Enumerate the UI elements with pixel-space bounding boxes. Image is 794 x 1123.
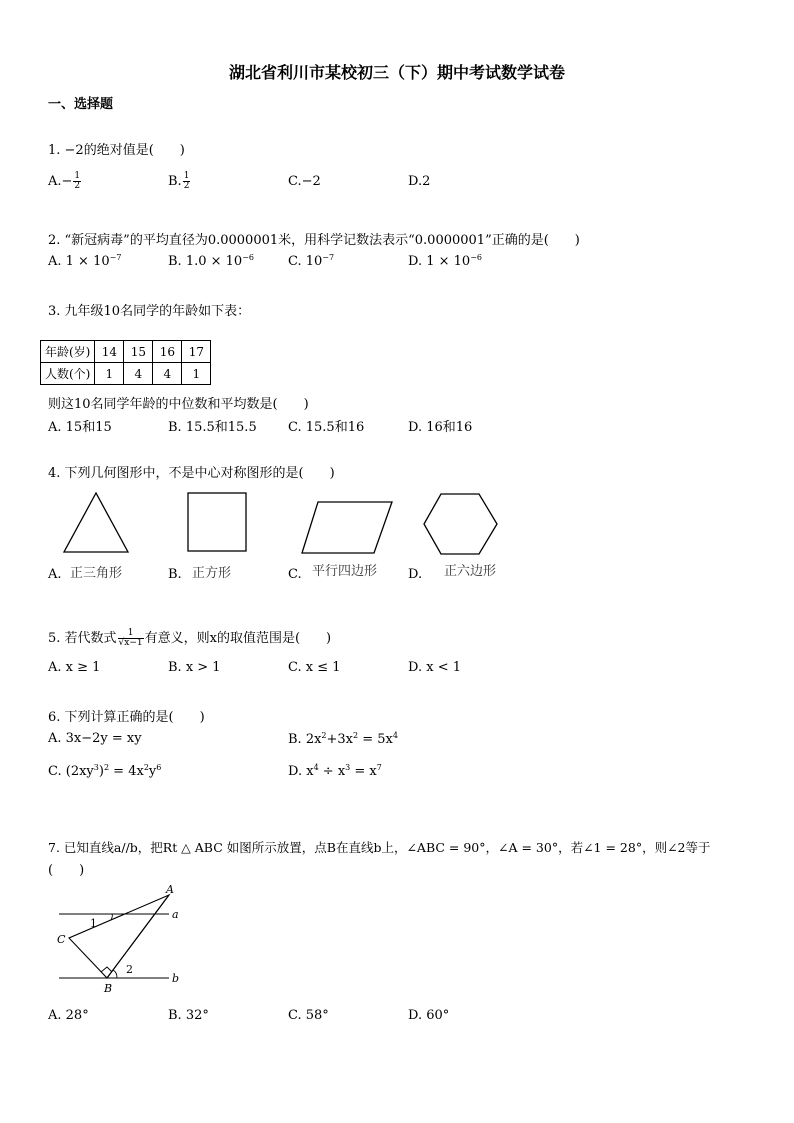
table-cell: 1: [95, 363, 124, 385]
fraction: $\frac{1}{2}$: [183, 171, 190, 191]
question-3-option-d: D. 16和16: [408, 420, 473, 435]
question-5-option-c: C. x ≤ 1: [288, 660, 341, 675]
age-table: [40, 340, 211, 385]
table-cell: 14: [95, 341, 124, 363]
shape-label-parallelogram: 平行四边形: [312, 564, 378, 579]
table-cell: 15: [124, 341, 153, 363]
question-3-option-b: B. 15.5和15.5: [168, 420, 257, 435]
section-heading: 一、选择题: [48, 97, 114, 112]
question-4-option-b: B.: [168, 567, 182, 582]
question-5-option-a: A. x ≥ 1: [48, 660, 101, 675]
point-label-a: A: [166, 883, 174, 896]
question-1-option-c: C.−2: [288, 174, 321, 189]
question-5-option-d: D. x < 1: [408, 660, 461, 675]
shape-label-triangle: 正三角形: [70, 566, 123, 581]
question-2-stem: 2. “新冠病毒”的平均直径为0.0000001米，用科学记数法表示“0.0000001”正确的是( ): [48, 233, 580, 248]
question-2-option-b: B. $1.0 \times 10^{-6}$: [168, 253, 254, 269]
page-title: 湖北省利川市某校初三（下）期中考试数学试卷: [228, 63, 565, 82]
question-6-option-b: B. $2x^2+3x^2 = 5x^4$: [288, 731, 398, 747]
shape-label-square: 正方形: [192, 566, 232, 581]
question-3-option-a: A. 15和15: [48, 420, 112, 435]
square-figure: [184, 490, 250, 556]
question-7-stem: 7. 已知直线a//b，把Rt △ ABC 如图所示放置，点B在直线b上，∠ABC = 90°，∠A = 30°，若∠1 = 28°，则∠2等于: [48, 840, 711, 855]
angle-label-1: 1: [90, 917, 97, 930]
question-6-option-a: A. 3x−2y = xy: [48, 731, 142, 746]
question-4-stem: 4. 下列几何图形中，不是中心对称图形的是( ): [48, 466, 335, 481]
point-label-b: B: [104, 982, 113, 995]
table-cell: 4: [153, 363, 182, 385]
equilateral-triangle-figure: [60, 490, 132, 556]
question-2-option-c: C. $10^{-7}$: [288, 253, 335, 269]
table-row: [41, 341, 211, 363]
question-7-option-a: A. 28°: [48, 1008, 89, 1023]
question-3-stem: 3. 九年级10名同学的年龄如下表：: [48, 304, 251, 319]
geometry-figure: [45, 880, 195, 995]
line-label-b: b: [172, 972, 180, 985]
question-6-option-d: D. $x^4 \div x^3 = x^7$: [288, 763, 382, 779]
question-3-option-c: C. 15.5和16: [288, 420, 365, 435]
question-6-option-c: C. $(2xy^3)^2 = 4x^2y^6$: [48, 763, 162, 779]
table-cell: 年龄(岁): [41, 341, 95, 363]
fraction: $\frac{1}{√x-1}$: [118, 628, 143, 648]
parallelogram-figure: [300, 497, 396, 557]
shape-label-hexagon: 正六边形: [444, 564, 497, 579]
table-cell: 1: [182, 363, 211, 385]
table-cell: 人数(个): [41, 363, 95, 385]
table-cell: 16: [153, 341, 182, 363]
question-2-option-a: A. $1 \times 10^{-7}$: [48, 253, 122, 269]
question-1-option-b: B. $\frac{1}{2}$: [168, 171, 190, 191]
point-label-c: C: [57, 933, 66, 946]
question-4-option-d: D.: [408, 567, 423, 582]
question-7-option-c: C. 58°: [288, 1008, 329, 1023]
question-2-option-d: D. $1 \times 10^{-6}$: [408, 253, 482, 269]
question-7-stem-line2: ( ): [48, 863, 85, 878]
question-5-option-b: B. x > 1: [168, 660, 221, 675]
regular-hexagon-figure: [421, 490, 501, 558]
table-cell: 4: [124, 363, 153, 385]
question-7-option-d: D. 60°: [408, 1008, 450, 1023]
line-label-a: a: [172, 908, 179, 921]
question-5-stem: 5. 若代数式 $\frac{1}{√x-1}$ 有意义，则x的取值范围是( ): [48, 628, 332, 648]
question-7-option-b: B. 32°: [168, 1008, 209, 1023]
table-row: [41, 363, 211, 385]
question-1-option-a: A.− $\frac{1}{2}$: [48, 171, 81, 191]
table-cell: 17: [182, 341, 211, 363]
question-1-stem: 1. −2的绝对值是( ): [48, 143, 185, 158]
question-3-followup: 则这10名同学年龄的中位数和平均数是( ): [48, 397, 309, 412]
question-4-option-a: A.: [48, 567, 62, 582]
fraction: $\frac{1}{2}$: [74, 171, 81, 191]
question-6-stem: 6. 下列计算正确的是( ): [48, 710, 205, 725]
question-4-option-c: C.: [288, 567, 302, 582]
question-1-option-d: D.2: [408, 174, 431, 189]
angle-label-2: 2: [126, 963, 133, 976]
